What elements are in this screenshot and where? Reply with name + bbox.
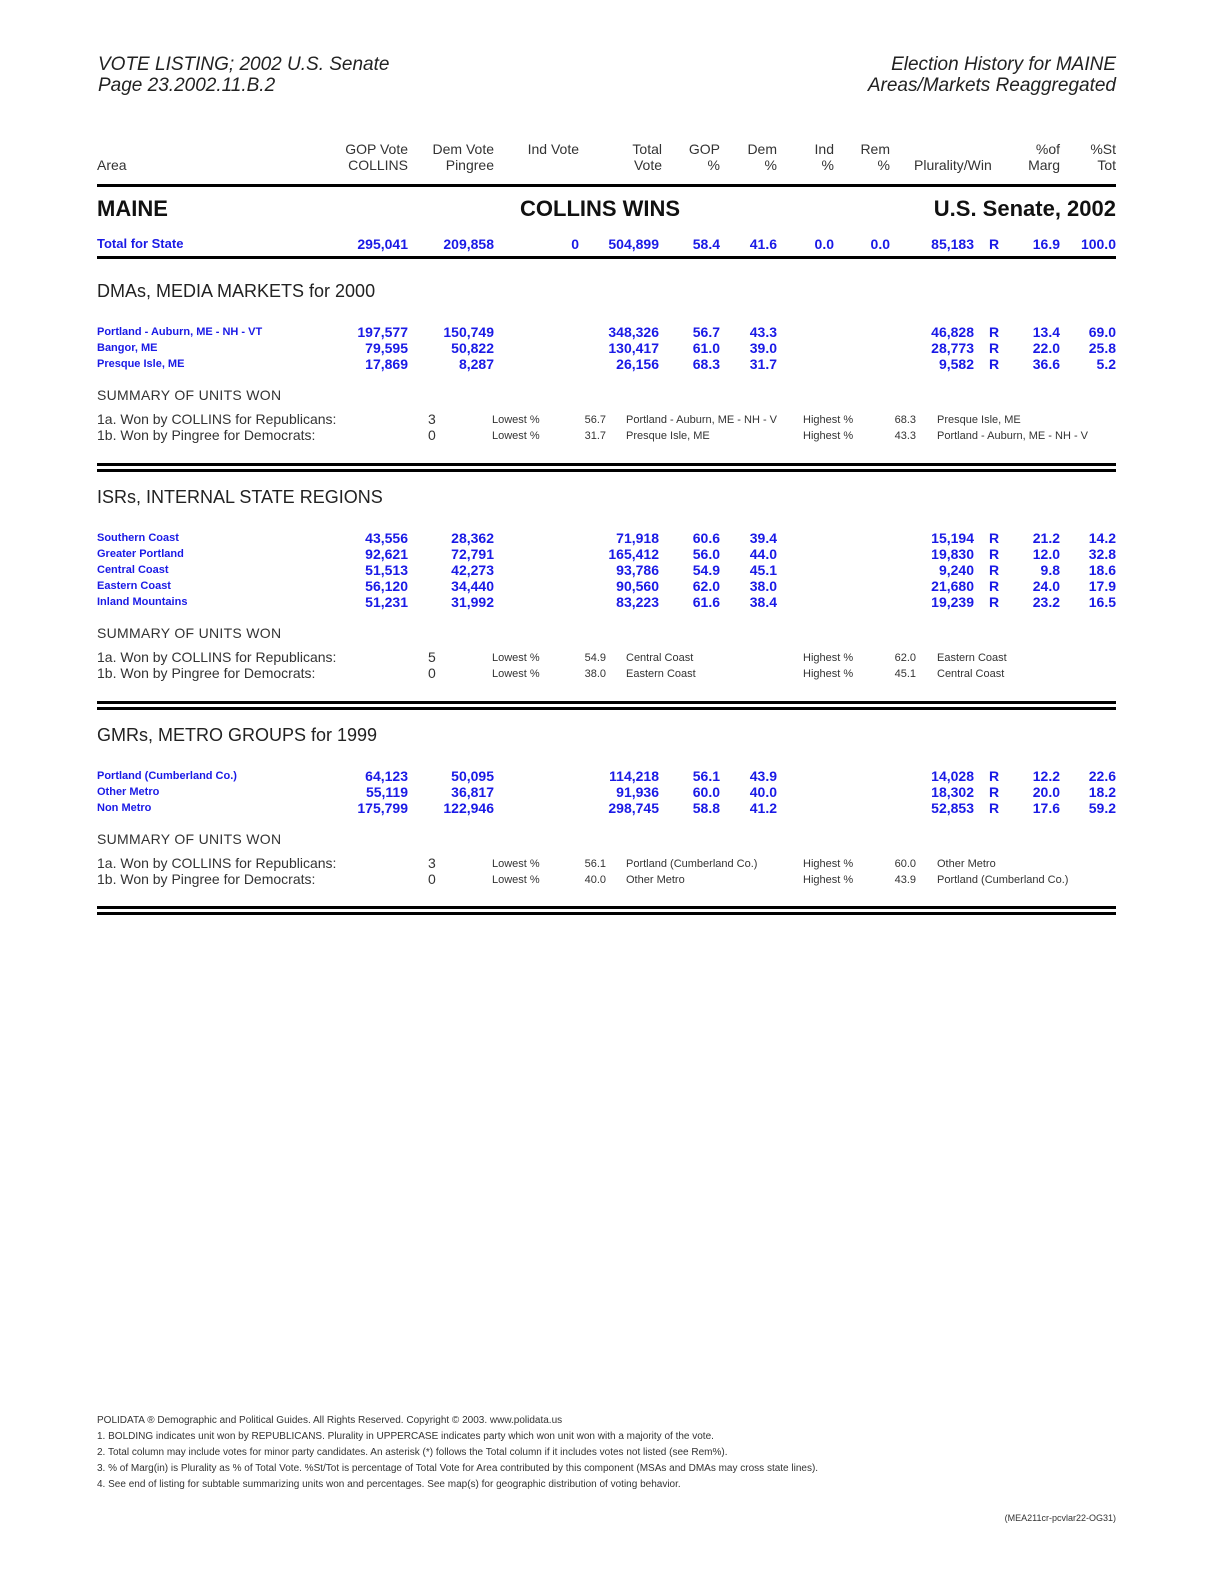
- dem-lowest-area: Eastern Coast: [626, 668, 696, 680]
- dem-pct: 44.0: [749, 546, 777, 562]
- area-name: Presque Isle, ME: [97, 358, 185, 370]
- col-ind-vote: Ind Vote: [527, 141, 579, 157]
- rep-lowest-area: Portland (Cumberland Co.): [626, 858, 758, 870]
- rep-count: 3: [428, 411, 436, 427]
- plurality: 9,240: [938, 562, 974, 578]
- gop-pct: 56.1: [692, 768, 720, 784]
- dem-vote: 122,946: [443, 800, 494, 816]
- rep-highest-area: Other Metro: [937, 858, 996, 870]
- dem-vote: 8,287: [458, 356, 494, 372]
- highest-label: Highest %: [803, 858, 854, 870]
- area-name: Central Coast: [97, 564, 169, 576]
- dem-pct: 40.0: [749, 784, 777, 800]
- margin-pct: 13.4: [1032, 324, 1060, 340]
- total-vote: 83,223: [616, 594, 659, 610]
- total-vote: 504,899: [608, 236, 659, 252]
- footnote-3: 3. % of Marg(in) is Plurality as % of Total Vote. %St/Tot is percentage of Total Vote for Area contributed by this component (MSAs and DMAs may cross state lines).: [97, 1463, 819, 1474]
- col-ind-pct: Ind %: [814, 141, 834, 173]
- total-vote: 26,156: [616, 356, 659, 372]
- dem-vote: 50,095: [451, 768, 494, 784]
- total-dem-pct: 41.6: [749, 236, 777, 252]
- rep-lowest-area: Central Coast: [626, 652, 694, 664]
- plurality: 18,302: [931, 784, 974, 800]
- dem-highest-pct: 43.9: [894, 874, 916, 886]
- margin-pct: 17.6: [1032, 800, 1060, 816]
- gop-vote: 51,513: [365, 562, 408, 578]
- gop-vote: 55,119: [365, 784, 408, 800]
- rep-highest-pct: 60.0: [894, 858, 916, 870]
- col-gop-pct: GOP %: [688, 141, 720, 173]
- dem-vote: 50,822: [451, 340, 494, 356]
- dem-vote: 34,440: [451, 578, 494, 594]
- lowest-label: Lowest %: [492, 652, 540, 664]
- listing-title: VOTE LISTING; 2002 U.S. Senate: [98, 54, 390, 75]
- rep-count: 3: [428, 855, 436, 871]
- won-dem-label: 1b. Won by Pingree for Democrats:: [97, 427, 316, 443]
- total-ind-pct: 0.0: [814, 236, 834, 252]
- col-area: Area: [97, 157, 127, 173]
- gop-pct: 61.0: [692, 340, 720, 356]
- col-gop-vote: GOP Vote COLLINS: [345, 141, 408, 173]
- gop-vote: 56,120: [365, 578, 408, 594]
- col-dem-vote: Dem Vote Pingree: [432, 141, 494, 173]
- footnote-2: 2. Total column may include votes for minor party candidates. An asterisk (*) follows the Total column if it includes votes not listed (see Rem%).: [97, 1447, 728, 1458]
- state-total-pct: 18.6: [1088, 562, 1116, 578]
- section-title: DMAs, MEDIA MARKETS for 2000: [97, 281, 376, 301]
- area-name: Non Metro: [97, 802, 152, 814]
- lowest-label: Lowest %: [492, 430, 540, 442]
- plurality: 28,773: [931, 340, 974, 356]
- area-name: Greater Portland: [97, 548, 184, 560]
- win-party: R: [989, 546, 1000, 562]
- gop-pct: 60.6: [692, 530, 720, 546]
- dem-pct: 31.7: [749, 356, 777, 372]
- dem-pct: 39.0: [749, 340, 777, 356]
- plurality: 21,680: [931, 578, 974, 594]
- gop-vote: 51,231: [365, 594, 408, 610]
- dem-highest-area: Central Coast: [937, 668, 1005, 680]
- section-divider: [97, 701, 1116, 710]
- dem-vote: 72,791: [451, 546, 494, 562]
- dem-pct: 38.4: [749, 594, 777, 610]
- total-rem-pct: 0.0: [870, 236, 890, 252]
- margin-pct: 21.2: [1032, 530, 1060, 546]
- margin-pct: 12.0: [1032, 546, 1060, 562]
- margin-pct: 24.0: [1032, 578, 1060, 594]
- dem-lowest-area: Presque Isle, ME: [626, 430, 710, 442]
- footnote-4: 4. See end of listing for subtable summarizing units won and percentages. See map(s) for geographic distribution of voting behavior.: [97, 1479, 681, 1490]
- gop-pct: 56.7: [692, 324, 720, 340]
- total-ind: 0: [571, 236, 579, 252]
- win-party: R: [989, 800, 1000, 816]
- gop-pct: 60.0: [692, 784, 720, 800]
- dem-highest-area: Portland - Auburn, ME - NH - V: [937, 430, 1088, 442]
- document-header-right: [868, 54, 1116, 96]
- highest-label: Highest %: [803, 874, 854, 886]
- dem-vote: 36,817: [451, 784, 494, 800]
- gop-vote: 64,123: [365, 768, 408, 784]
- win-party: R: [989, 784, 1000, 800]
- gop-pct: 68.3: [692, 356, 720, 372]
- won-dem-label: 1b. Won by Pingree for Democrats:: [97, 871, 316, 887]
- dem-count: 0: [428, 665, 436, 681]
- margin-pct: 12.2: [1032, 768, 1060, 784]
- summary-title: SUMMARY OF UNITS WON: [97, 387, 282, 403]
- dem-count: 0: [428, 871, 436, 887]
- race-title: U.S. Senate, 2002: [933, 196, 1116, 221]
- rep-highest-area: Eastern Coast: [937, 652, 1007, 664]
- area-name: Other Metro: [97, 786, 160, 798]
- state-name: MAINE: [97, 196, 168, 221]
- margin-pct: 23.2: [1032, 594, 1060, 610]
- won-dem-label: 1b. Won by Pingree for Democrats:: [97, 665, 316, 681]
- dem-lowest-pct: 40.0: [584, 874, 606, 886]
- plurality: 46,828: [931, 324, 974, 340]
- gop-pct: 58.8: [692, 800, 720, 816]
- total-rule: [97, 256, 1116, 259]
- state-total-pct: 69.0: [1088, 324, 1116, 340]
- col-dem-pct: Dem %: [747, 141, 777, 173]
- document-header-left: [98, 54, 389, 96]
- dem-highest-pct: 45.1: [894, 668, 916, 680]
- total-vote: 93,786: [616, 562, 659, 578]
- win-party: R: [989, 578, 1000, 594]
- history-title: Election History for MAINE: [891, 54, 1116, 75]
- rep-highest-pct: 68.3: [894, 414, 916, 426]
- total-marg: 16.9: [1032, 236, 1060, 252]
- col-marg: %of Marg: [1028, 141, 1060, 173]
- total-vote: 130,417: [608, 340, 659, 356]
- total-vote: 71,918: [616, 530, 659, 546]
- dem-highest-pct: 43.3: [894, 430, 916, 442]
- total-vote: 165,412: [608, 546, 659, 562]
- dem-vote: 31,992: [451, 594, 494, 610]
- lowest-label: Lowest %: [492, 414, 540, 426]
- dem-pct: 38.0: [749, 578, 777, 594]
- state-total-pct: 17.9: [1088, 578, 1116, 594]
- margin-pct: 9.8: [1040, 562, 1060, 578]
- gop-vote: 17,869: [365, 356, 408, 372]
- areas-subtitle: Areas/Markets Reaggregated: [867, 75, 1116, 96]
- state-total-pct: 5.2: [1096, 356, 1116, 372]
- rep-highest-area: Presque Isle, ME: [937, 414, 1021, 426]
- state-total-pct: 32.8: [1088, 546, 1116, 562]
- rep-count: 5: [428, 649, 436, 665]
- win-party: R: [989, 324, 1000, 340]
- dem-pct: 41.2: [749, 800, 777, 816]
- total-plurality: 85,183: [931, 236, 974, 252]
- state-total-pct: 16.5: [1088, 594, 1116, 610]
- plurality: 52,853: [931, 800, 974, 816]
- total-vote: 114,218: [609, 768, 659, 784]
- gop-vote: 79,595: [365, 340, 408, 356]
- total-vote: 90,560: [616, 578, 659, 594]
- dem-pct: 43.3: [749, 324, 777, 340]
- col-rem-pct: Rem %: [860, 141, 890, 173]
- total-vote: 298,745: [608, 800, 659, 816]
- dem-vote: 150,749: [443, 324, 494, 340]
- rep-lowest-pct: 56.1: [584, 858, 606, 870]
- won-rep-label: 1a. Won by COLLINS for Republicans:: [97, 649, 337, 665]
- total-gop: 295,041: [357, 236, 408, 252]
- footnote-1: 1. BOLDING indicates unit won by REPUBLICANS. Plurality in UPPERCASE indicates party which won unit won with a majority of the vote.: [97, 1431, 714, 1442]
- win-party: R: [989, 530, 1000, 546]
- col-total-vote: Total Vote: [632, 141, 662, 173]
- summary-title: SUMMARY OF UNITS WON: [97, 625, 282, 641]
- plurality: 19,830: [931, 546, 974, 562]
- col-plurality: Plurality/Win: [914, 157, 992, 173]
- dem-vote: 42,273: [451, 562, 494, 578]
- win-party: R: [989, 594, 1000, 610]
- total-gop-pct: 58.4: [692, 236, 720, 252]
- section-title: GMRs, METRO GROUPS for 1999: [97, 725, 378, 745]
- margin-pct: 36.6: [1032, 356, 1060, 372]
- total-sttot: 100.0: [1080, 236, 1116, 252]
- plurality: 9,582: [938, 356, 974, 372]
- total-name: Total for State: [97, 236, 184, 251]
- total-win: R: [989, 236, 1000, 252]
- gop-vote: 92,621: [365, 546, 408, 562]
- total-vote: 348,326: [608, 324, 659, 340]
- highest-label: Highest %: [803, 430, 854, 442]
- dem-count: 0: [428, 427, 436, 443]
- dem-lowest-pct: 31.7: [584, 430, 606, 442]
- total-dem: 209,858: [443, 236, 494, 252]
- gop-pct: 54.9: [692, 562, 720, 578]
- area-name: Eastern Coast: [97, 580, 171, 592]
- gop-pct: 61.6: [692, 594, 720, 610]
- area-name: Portland (Cumberland Co.): [97, 770, 237, 782]
- lowest-label: Lowest %: [492, 858, 540, 870]
- section-title: ISRs, INTERNAL STATE REGIONS: [97, 487, 383, 507]
- gop-vote: 175,799: [357, 800, 408, 816]
- rep-lowest-pct: 56.7: [584, 414, 606, 426]
- margin-pct: 22.0: [1032, 340, 1060, 356]
- area-name: Portland - Auburn, ME - NH - VT: [97, 326, 263, 338]
- rep-lowest-pct: 54.9: [584, 652, 606, 664]
- plurality: 15,194: [931, 530, 974, 546]
- page-number: Page 23.2002.11.B.2: [98, 75, 276, 96]
- state-total-pct: 22.6: [1088, 768, 1116, 784]
- lowest-label: Lowest %: [492, 874, 540, 886]
- highest-label: Highest %: [803, 652, 854, 664]
- rep-lowest-area: Portland - Auburn, ME - NH - V: [626, 414, 777, 426]
- rep-highest-pct: 62.0: [894, 652, 916, 664]
- state-total-pct: 25.8: [1088, 340, 1116, 356]
- section-divider: [97, 906, 1116, 915]
- copyright-line: POLIDATA ® Demographic and Political Guides. All Rights Reserved. Copyright © 2003. www.polidata.us: [97, 1415, 563, 1426]
- highest-label: Highest %: [803, 668, 854, 680]
- dem-lowest-pct: 38.0: [584, 668, 606, 680]
- won-rep-label: 1a. Won by COLLINS for Republicans:: [97, 411, 337, 427]
- document-code: (MEA211cr-pcvlar22-OG31): [1004, 1513, 1116, 1523]
- win-party: R: [989, 356, 1000, 372]
- highest-label: Highest %: [803, 414, 854, 426]
- area-name: Bangor, ME: [97, 342, 158, 354]
- gop-pct: 62.0: [692, 578, 720, 594]
- col-sttot: %St Tot: [1090, 141, 1116, 173]
- win-party: R: [989, 768, 1000, 784]
- gop-pct: 56.0: [692, 546, 720, 562]
- area-name: Southern Coast: [97, 532, 179, 544]
- dem-pct: 39.4: [749, 530, 777, 546]
- area-name: Inland Mountains: [97, 596, 188, 608]
- plurality: 19,239: [931, 594, 974, 610]
- dem-lowest-area: Other Metro: [626, 874, 685, 886]
- header-rule: [97, 184, 1116, 187]
- gop-vote: 43,556: [365, 530, 408, 546]
- win-party: R: [989, 562, 1000, 578]
- dem-vote: 28,362: [451, 530, 494, 546]
- plurality: 14,028: [931, 768, 974, 784]
- state-total-pct: 14.2: [1088, 530, 1116, 546]
- race-result: COLLINS WINS: [520, 196, 681, 221]
- summary-title: SUMMARY OF UNITS WON: [97, 831, 282, 847]
- dem-highest-area: Portland (Cumberland Co.): [937, 874, 1069, 886]
- won-rep-label: 1a. Won by COLLINS for Republicans:: [97, 855, 337, 871]
- section-divider: [97, 463, 1116, 472]
- margin-pct: 20.0: [1032, 784, 1060, 800]
- win-party: R: [989, 340, 1000, 356]
- dem-pct: 43.9: [749, 768, 777, 784]
- total-vote: 91,936: [616, 784, 659, 800]
- state-total-pct: 59.2: [1088, 800, 1116, 816]
- dem-pct: 45.1: [749, 562, 777, 578]
- lowest-label: Lowest %: [492, 668, 540, 680]
- state-total-pct: 18.2: [1088, 784, 1116, 800]
- gop-vote: 197,577: [357, 324, 408, 340]
